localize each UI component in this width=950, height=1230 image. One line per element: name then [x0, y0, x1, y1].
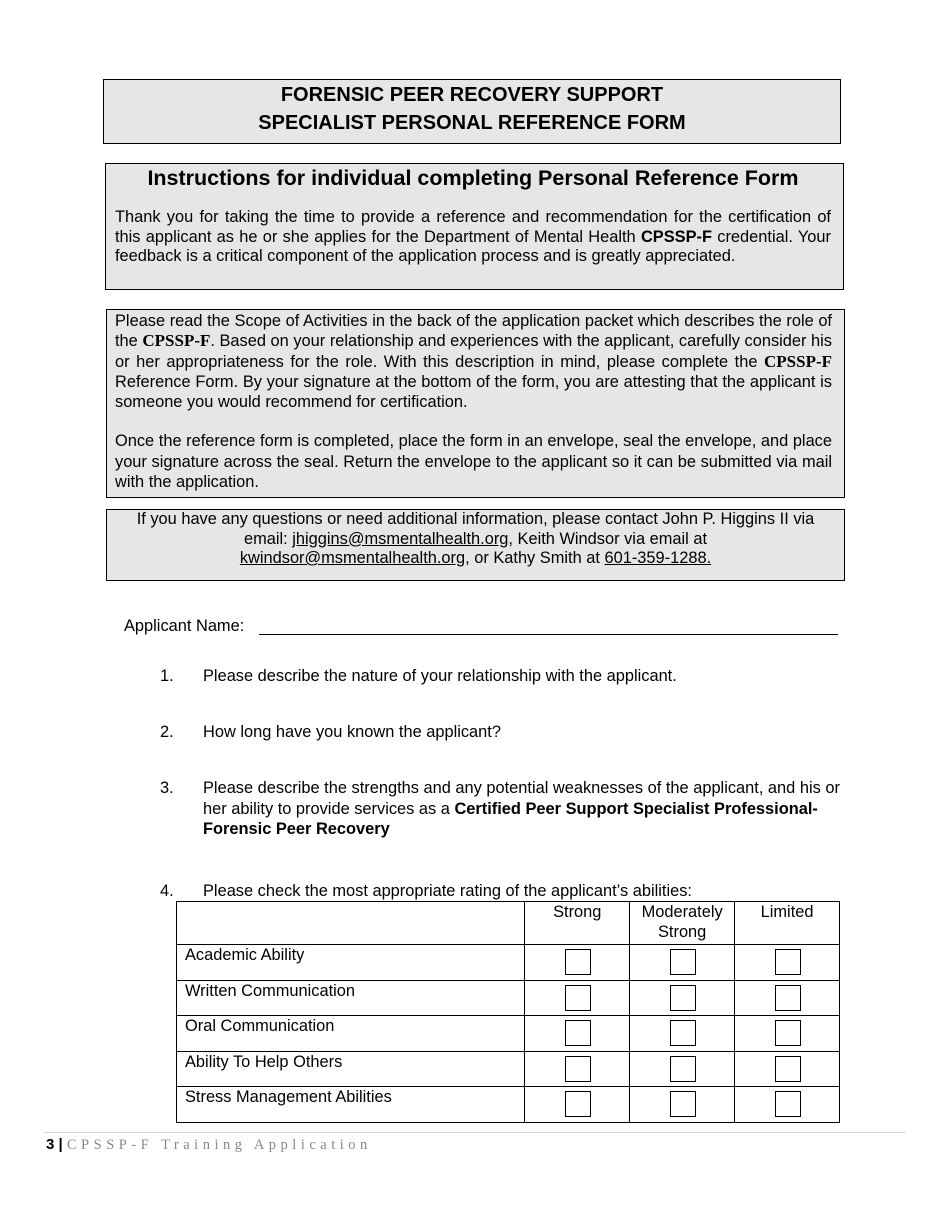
question-number: 3.: [160, 779, 174, 797]
row-label-academic-ability: Academic Ability: [177, 945, 525, 981]
scope-text-part: Reference Form. By your signature at the bottom of the form, you are attesting that the applicant is someone you would recommend for certification.: [115, 372, 832, 412]
contact-box: [106, 509, 845, 581]
ratings-table: [176, 901, 840, 1123]
ratings-header-blank: [177, 902, 525, 945]
rating-cell: [525, 980, 630, 1016]
rating-cell: [525, 1016, 630, 1052]
footer-text: CPSSP-F Training Application: [66, 1137, 372, 1153]
question-text-part: Please describe the strengths and any potential weaknesses of the applicant, and his or her ability to provide services as a: [203, 779, 840, 818]
checkbox-oral-strong[interactable]: [565, 1020, 591, 1046]
checkbox-academic-limited[interactable]: [775, 949, 801, 975]
checkbox-academic-strong[interactable]: [565, 949, 591, 975]
question-text: Please check the most appropriate rating of the applicant’s abilities:: [203, 882, 692, 900]
rating-cell: [735, 980, 840, 1016]
question-text: Please describe the nature of your relationship with the applicant.: [203, 667, 677, 685]
checkbox-stress-strong[interactable]: [565, 1091, 591, 1117]
row-label-written-communication: Written Communication: [177, 980, 525, 1016]
checkbox-written-limited[interactable]: [775, 985, 801, 1011]
phone-link[interactable]: 601-359-1288.: [604, 549, 712, 567]
instructions-text: [115, 208, 831, 267]
footer-separator: |: [54, 1136, 67, 1153]
footer-divider: [44, 1132, 906, 1133]
credential-name: CPSSP-F: [640, 227, 712, 246]
scope-paragraph-2: Once the reference form is completed, place the form in an envelope, seal the envelope, and place your signature across the seal. Return the envelope to the applicant so it can be submitted via mail with the application.: [115, 432, 832, 492]
table-row: [177, 1087, 840, 1123]
rating-cell: [630, 1051, 735, 1087]
rating-cell: [735, 945, 840, 981]
credential-name: CPSSP-F: [142, 331, 211, 351]
email-link-jhiggins[interactable]: jhiggins@msmentalhealth.org: [292, 529, 509, 548]
column-header-limited: Limited: [735, 902, 840, 945]
scope-paragraph-1: [115, 311, 832, 412]
credential-name: CPSSP-F: [764, 351, 832, 371]
scope-text-part: Please read the Scope of Activities in the back of the application packet which describes the role of the: [115, 312, 832, 351]
contact-text: , Keith Windsor via email at: [508, 529, 708, 548]
scope-box: [106, 309, 845, 498]
contact-text: , or Kathy Smith at: [465, 549, 605, 567]
instructions-box: [105, 163, 844, 290]
rating-cell: [735, 1016, 840, 1052]
row-label-help-others: Ability To Help Others: [177, 1051, 525, 1087]
table-row: [177, 1051, 840, 1087]
form-title-line2: SPECIALIST PERSONAL REFERENCE FORM: [258, 112, 686, 134]
row-label-oral-communication: Oral Communication: [177, 1016, 525, 1052]
question-text: [203, 778, 843, 840]
certification-title: Certified Peer Support Specialist Professional- Forensic Peer Recovery: [203, 799, 818, 838]
scope-text-part: . Based on your relationship and experiences with the applicant, carefully consider his or her appropriateness for the role. With this description in mind, please complete the: [115, 332, 832, 371]
rating-cell: [735, 1087, 840, 1123]
rating-cell: [525, 1087, 630, 1123]
checkbox-academic-moderately-strong[interactable]: [670, 949, 696, 975]
form-title-line1: FORENSIC PEER RECOVERY SUPPORT: [280, 84, 664, 106]
column-header-moderately-strong: Moderately Strong: [630, 902, 735, 945]
rating-cell: [630, 980, 735, 1016]
row-label-stress-management: Stress Management Abilities: [177, 1087, 525, 1123]
checkbox-written-moderately-strong[interactable]: [670, 985, 696, 1011]
instructions-heading: Instructions for individual completing Personal Reference Form: [147, 166, 799, 190]
table-row: [177, 1016, 840, 1052]
email-link-kwindsor[interactable]: kwindsor@msmentalhealth.org: [239, 549, 466, 567]
question-number: 4.: [160, 882, 174, 900]
table-row: [177, 980, 840, 1016]
rating-cell: [735, 1051, 840, 1087]
rating-cell: [630, 1087, 735, 1123]
rating-cell: [630, 945, 735, 981]
checkbox-help-strong[interactable]: [565, 1056, 591, 1082]
checkbox-help-moderately-strong[interactable]: [670, 1056, 696, 1082]
rating-cell: [630, 1016, 735, 1052]
checkbox-stress-moderately-strong[interactable]: [670, 1091, 696, 1117]
question-number: 2.: [160, 723, 174, 741]
applicant-name-field[interactable]: [259, 634, 838, 635]
page-footer: [46, 1136, 372, 1154]
rating-cell: [525, 1051, 630, 1087]
checkbox-help-limited[interactable]: [775, 1056, 801, 1082]
contact-text: If you have any questions or need additional information, please contact John P. Higgins II via email:: [136, 510, 815, 548]
form-title-box: [103, 79, 841, 144]
checkbox-oral-moderately-strong[interactable]: [670, 1020, 696, 1046]
table-row: [177, 945, 840, 981]
question-number: 1.: [160, 667, 174, 685]
instructions-text-part: credential. Your feedback is a critical component of the application process and is greatly appreciated.: [115, 227, 831, 265]
checkbox-stress-limited[interactable]: [775, 1091, 801, 1117]
checkbox-oral-limited[interactable]: [775, 1020, 801, 1046]
checkbox-written-strong[interactable]: [565, 985, 591, 1011]
column-header-strong: Strong: [525, 902, 630, 945]
instructions-text-part: Thank you for taking the time to provide a reference and recommendation for the certification of this applicant as he or she applies for the Department of Mental Health: [115, 208, 831, 246]
ratings-header-row: [177, 902, 840, 945]
applicant-name-label: Applicant Name:: [124, 617, 245, 635]
question-text: How long have you known the applicant?: [203, 723, 501, 741]
page-number: 3: [46, 1136, 55, 1153]
rating-cell: [525, 945, 630, 981]
